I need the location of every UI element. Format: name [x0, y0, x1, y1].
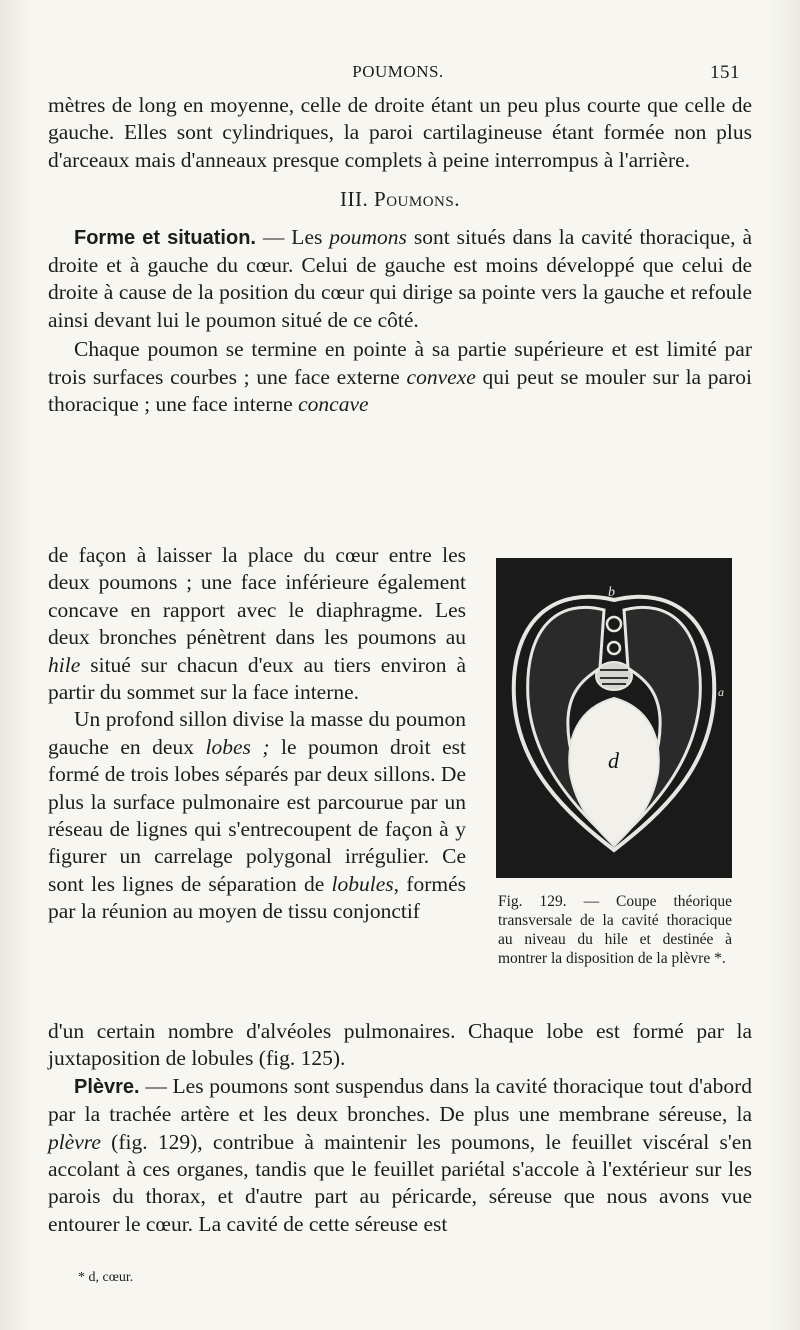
plevre-paragraph: [48, 1073, 752, 1238]
sillon-paragraph-end: d'un certain nombre d'alvéoles pulmonaires. Chaque lobe est formé par la juxtaposition de lobules (fig. 125).: [48, 1019, 752, 1071]
figure-caption: Fig. 129. — Coupe théorique transversale de la cavité thoracique au niveau du hile et destinée à montrer la disposition de la plèvre *.: [498, 893, 732, 967]
chaque-paragraph-top: [48, 336, 752, 418]
chaque-text-3: de façon à laisser la place du cœur entre les deux poumons ; une face inférieure également concave en rapport avec le diaphragme. Les deux bronches pénètrent dans les poumons au: [48, 543, 466, 650]
forme-text-2: sont situés dans la cavité thoracique, à droite et à gauche du cœur. Celui de gauche est moins développé que celui de droite à cause de la position du cœur qui dirige sa pointe vers la gauche et refoule ainsi devant lui le poumon situé de ce côté.: [48, 224, 753, 332]
body-text-bottom: [48, 1018, 752, 1238]
plevre-heading: Plèvre.: [74, 1075, 140, 1098]
term-plevre: plèvre: [48, 1129, 101, 1154]
running-header: [48, 58, 748, 86]
forme-text-1: — Les: [255, 224, 330, 249]
plevre-text-2: (fig. 129), contribue à maintenir les poumons, le feuillet viscéral s'en accolant à ces organes, tandis que le feuillet pariétal s'accole à l'extérieur sur les parois du thorax, et d'autre part au péricarde, séreuse que nous avons vue entourer le cœur. La cavité de cette séreuse est: [48, 1129, 752, 1236]
chaque-text-2: qui peut se mouler sur la paroi thoracique ; une face interne: [48, 364, 752, 417]
figure-129: [496, 558, 732, 968]
forme-heading: Forme et situation.: [74, 226, 256, 249]
chaque-text-1: Chaque poumon se termine en pointe à sa partie supérieure et est limité par trois surfaces courbes ; une face externe: [48, 337, 752, 389]
narrow-column: [48, 542, 466, 926]
header-title: POUMONS.: [352, 62, 444, 81]
section-number: III.: [340, 187, 369, 212]
term-lobes: lobes ;: [205, 734, 270, 759]
forme-paragraph: [48, 224, 752, 335]
term-concave: concave: [298, 392, 369, 417]
term-poumons: poumons: [329, 224, 407, 249]
sillon-paragraph: [48, 706, 466, 925]
chaque-text-4: situé sur chacun d'eux au tiers environ à partir du sommet sur la face interne.: [48, 652, 466, 705]
label-b: b: [608, 585, 615, 600]
plevre-text-1: — Les poumons sont suspendus dans la cavité thoracique tout d'abord par la trachée artère et les deux bronches. De plus une membrane séreuse, la: [48, 1073, 752, 1127]
page-number: 151: [710, 62, 740, 83]
chaque-paragraph-rest: [48, 542, 466, 706]
thorax-section-illustration: [496, 558, 732, 878]
body-text: [48, 92, 752, 418]
term-hile: hile: [48, 652, 81, 677]
term-convexe: convexe: [406, 364, 476, 389]
sillon-text-1: Un profond sillon divise la masse du poumon gauche en deux: [48, 707, 466, 759]
sillon-text-2: le poumon droit est formé de trois lobes séparés par deux sillons. De plus la surface pulmonaire est parcourue par un réseau de lignes qui s'entrecoupent de façon à y figurer un carrelage polygonal irrégulier. Ce sont les lignes de séparation de: [48, 734, 466, 896]
label-a: a: [718, 685, 724, 699]
term-lobules: lobules: [331, 871, 394, 896]
section-heading: [48, 186, 752, 213]
label-d: d: [608, 748, 619, 773]
intro-paragraph: mètres de long en moyenne, celle de droite étant un peu plus courte que celle de gauche. Elles sont cylindriques, la paroi cartilagineuse étant formée non plus d'arceaux mais d'anneaux presque complets à peine interrompus à l'arrière.: [48, 93, 752, 172]
section-title: Poumons.: [374, 187, 460, 212]
sillon-text-3: , formés par la réunion au moyen de tissu conjonctif: [48, 871, 466, 924]
footnote: * d, cœur.: [78, 1270, 134, 1285]
